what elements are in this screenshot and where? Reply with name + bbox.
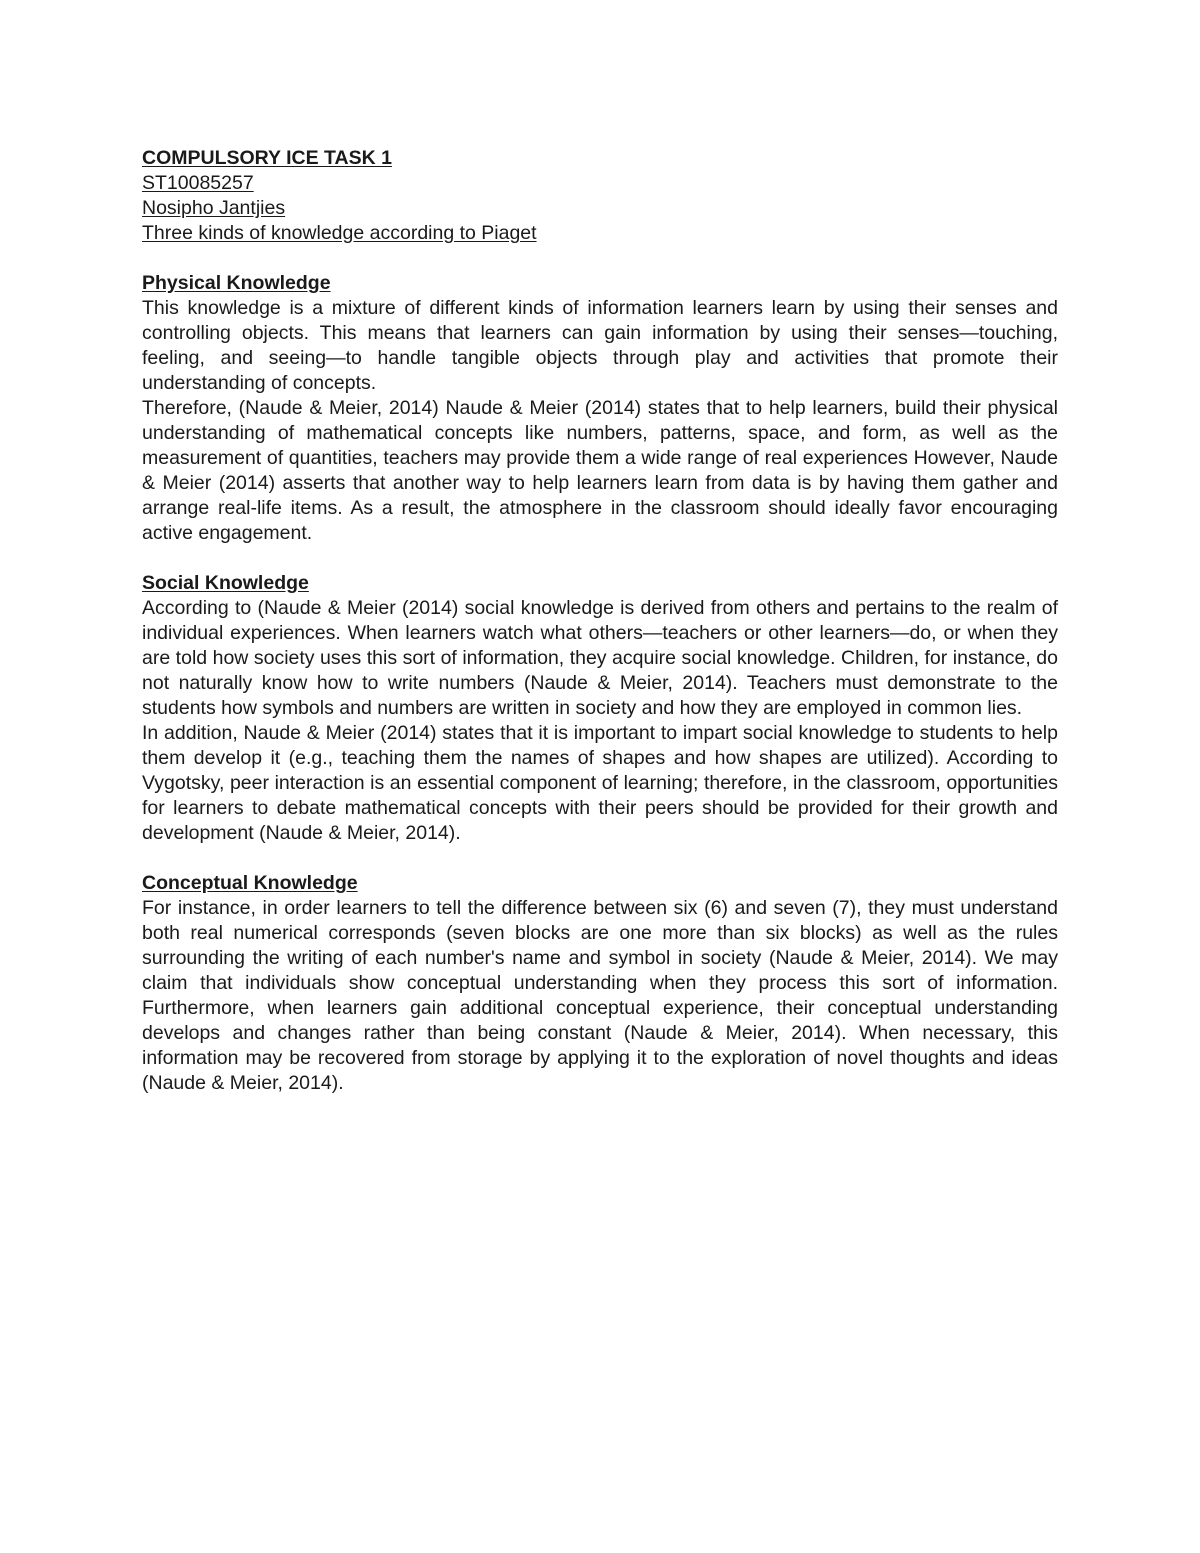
paragraph: Therefore, (Naude & Meier, 2014) Naude & Meier (2014) states that to help learners, build their physical understanding of mathematical concepts like numbers, patterns, space, and form, as well as the measurement of quantities, teachers may provide them a wide range of real experiences However, Naude & Meier (2014) asserts that another way to help learners learn from data is by having them gather and arrange real-life items. As a result, the atmosphere in the classroom should ideally favor encouraging active engagement. bbox=[142, 397, 1058, 544]
paragraph: This knowledge is a mixture of different kinds of information learners learn by using their senses and controlling objects. This means that learners can gain information by using their senses—touching, feeling, and seeing—to handle tangible objects through play and activities that promote their understanding of concepts. bbox=[142, 297, 1058, 394]
document-title: COMPULSORY ICE TASK 1 bbox=[142, 147, 392, 169]
document-header bbox=[142, 146, 1058, 246]
section-social-knowledge bbox=[142, 571, 1058, 846]
paragraph: In addition, Naude & Meier (2014) states that it is important to impart social knowledge to students to help them develop it (e.g., teaching them the names of shapes and how shapes are utilized). According to Vygotsky, peer interaction is an essential component of learning; therefore, in the classroom, opportunities for learners to debate mathematical concepts with their peers should be provided for their growth and development (Naude & Meier, 2014). bbox=[142, 722, 1058, 844]
paragraph: According to (Naude & Meier (2014) social knowledge is derived from others and pertains to the realm of individual experiences. When learners watch what others—teachers or other learners—do, or when they are told how society uses this sort of information, they acquire social knowledge. Children, for instance, do not naturally know how to write numbers (Naude & Meier, 2014). Teachers must demonstrate to the students how symbols and numbers are written in society and how they are employed in common lies. bbox=[142, 597, 1058, 719]
section-heading: Social Knowledge bbox=[142, 572, 309, 594]
student-number: ST10085257 bbox=[142, 172, 254, 194]
section-conceptual-knowledge bbox=[142, 871, 1058, 1096]
section-physical-knowledge bbox=[142, 271, 1058, 546]
document-page bbox=[142, 146, 1058, 1121]
document-subtitle: Three kinds of knowledge according to Piaget bbox=[142, 222, 537, 244]
section-heading: Conceptual Knowledge bbox=[142, 872, 358, 894]
paragraph: For instance, in order learners to tell the difference between six (6) and seven (7), they must understand both real numerical corresponds (seven blocks are one more than six blocks) as well as the rules surrounding the writing of each number's name and symbol in society (Naude & Meier, 2014). We may claim that individuals show conceptual understanding when they process this sort of information. Furthermore, when learners gain additional conceptual experience, their conceptual understanding develops and changes rather than being constant (Naude & Meier, 2014). When necessary, this information may be recovered from storage by applying it to the exploration of novel thoughts and ideas (Naude & Meier, 2014). bbox=[142, 897, 1058, 1094]
student-name: Nosipho Jantjies bbox=[142, 197, 286, 219]
section-heading: Physical Knowledge bbox=[142, 272, 331, 294]
